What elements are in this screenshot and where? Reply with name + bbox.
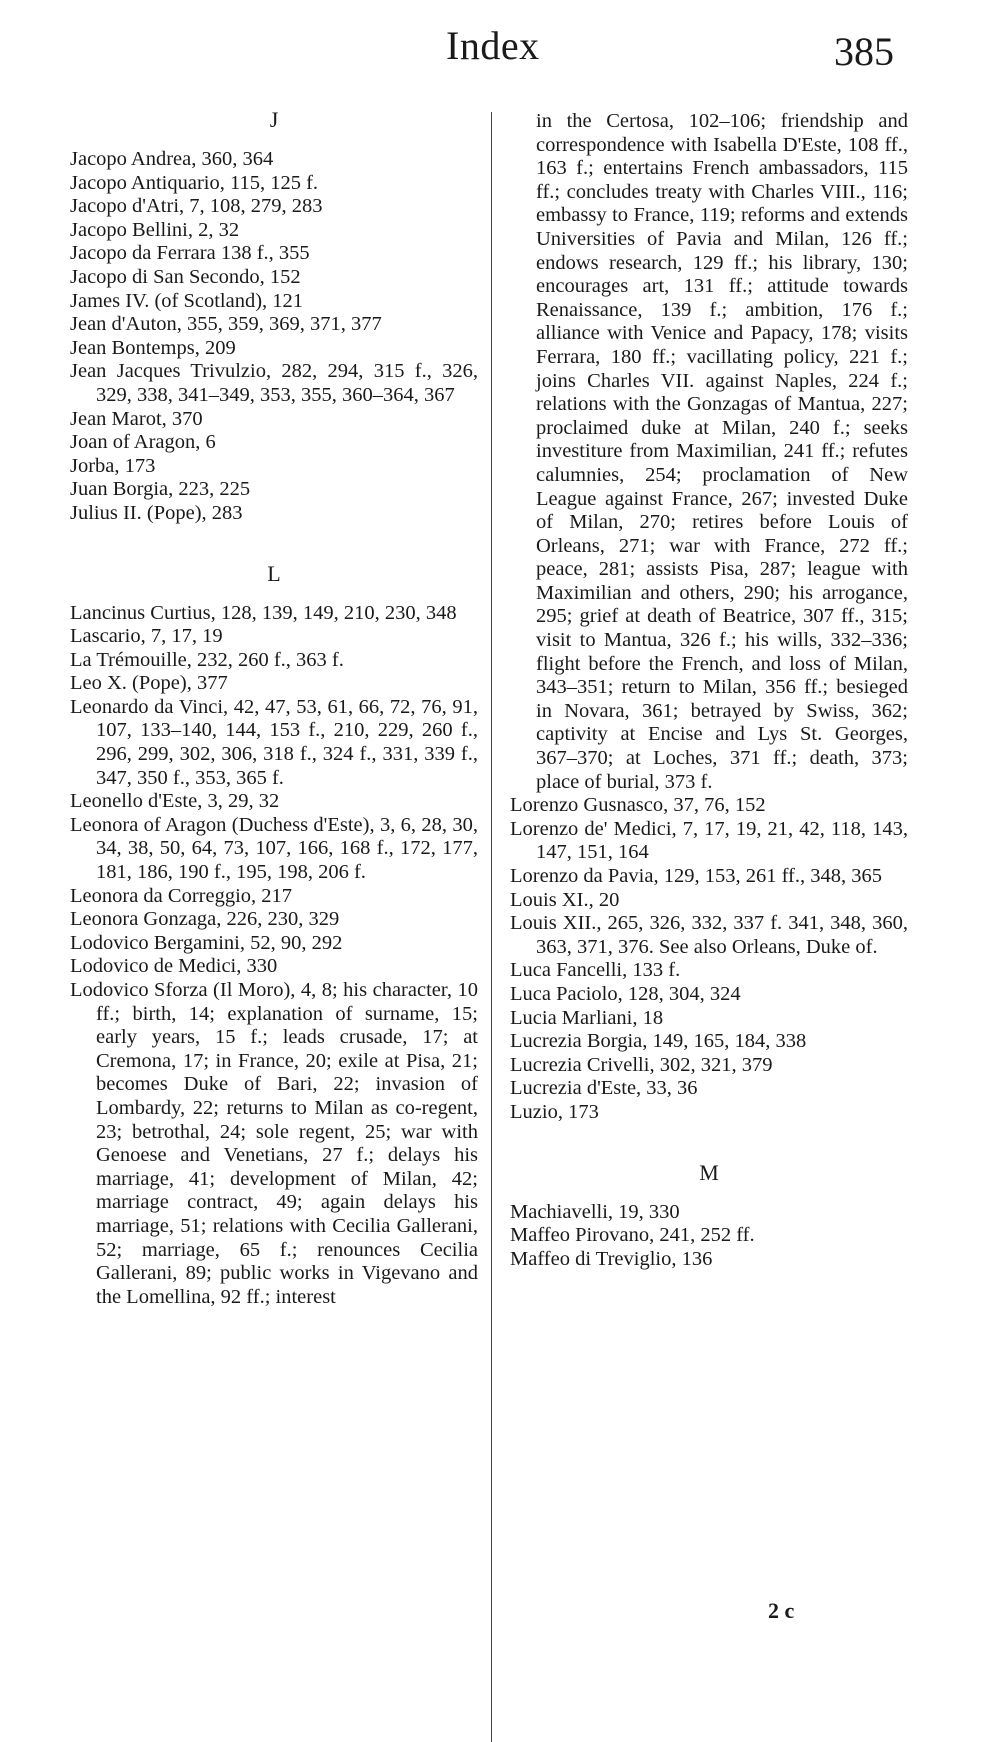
page-title: Index bbox=[446, 23, 540, 68]
index-entry: Leonello d'Este, 3, 29, 32 bbox=[70, 790, 280, 813]
index-entry: Jean Jacques Trivulzio, 282, 294, 315 f., 326, 329, 338, 341–349, 353, 355, 360–364, 367 bbox=[70, 360, 478, 406]
index-entry: Lorenzo de' Medici, 7, 17, 19, 21, 42, 118, 143, 147, 151, 164 bbox=[510, 817, 908, 864]
index-entry: Louis XI., 20 bbox=[510, 888, 620, 911]
index-entry: Lancinus Curtius, 128, 139, 149, 210, 230, 348 bbox=[70, 601, 457, 624]
section-letter-m: M bbox=[699, 1159, 719, 1185]
index-entry: Luca Fancelli, 133 f. bbox=[510, 959, 681, 982]
index-entry: Jacopo d'Atri, 7, 108, 279, 283 bbox=[70, 195, 323, 218]
index-entry: Lucrezia Borgia, 149, 165, 184, 338 bbox=[510, 1030, 807, 1053]
index-entry: Leo X. (Pope), 377 bbox=[70, 672, 228, 695]
index-entry: Jorba, 173 bbox=[70, 454, 156, 477]
signature-mark: 2 c bbox=[768, 1598, 795, 1623]
index-entry: Leonora of Aragon (Duchess d'Este), 3, 6, 28, 30, 34, 38, 50, 64, 73, 107, 166, 168 f., 172, 177, 181, 186, 190 f., 195, 198, 206 f. bbox=[70, 813, 478, 884]
index-entry: Joan of Aragon, 6 bbox=[70, 431, 216, 454]
index-entry: Leonora da Correggio, 217 bbox=[70, 884, 293, 907]
index-entry: Julius II. (Pope), 283 bbox=[70, 501, 243, 524]
index-entry-continuation: in the Certosa, 102–106; friendship and correspondence with Isabella D'Este, 108 ff., 163 f.; entertains French ambassadors, 115 ff.; concludes treaty with Charles VIII., 116; embassy to France, 119; reforms and extends Universities of Pavia and Milan, 126 ff.; endows research, 129 ff.; his library, 130; encourages art, 131 ff.; attitude towards Renaissance, 139 f.; ambition, 176 f.; alliance with Venice and Papacy, 178; visits Ferrara, 180 ff.; vacillating policy, 221 f.; joins Charles VII. against Naples, 224 f.; relations with the Gonzagas of Mantua, 227; proclaimed duke at Milan, 240 f.; seeks investiture from Maximilian, 241 ff.; refutes calumnies, 254; proclamation of New League against France, 267; invested Duke of Milan, 270; retires before Louis of Orleans, 271; war with France, 272 ff.; peace, 281; assists Pisa, 287; league with Maximilian and others, 290; his arrogance, 295; grief at death of Beatrice, 307 ff., 315; visit to Mantua, 326 f.; his wills, 332–336; flight before the French, and loss of Milan, 343–351; return to Milan, 356 ff.; besieged in Novara, 361; betrayed by Swiss, 362; captivity at Encise and Lys St. Georges, 367–370; at Loches, 371 ff.; death, 373; place of burial, 373 f. bbox=[536, 110, 908, 793]
index-entry: Lucrezia d'Este, 33, 36 bbox=[510, 1077, 698, 1100]
right-column bbox=[510, 110, 908, 1271]
index-entry: Lucia Marliani, 18 bbox=[510, 1006, 664, 1029]
index-entry: Lorenzo Gusnasco, 37, 76, 152 bbox=[510, 794, 766, 817]
index-entry: Jean Marot, 370 bbox=[70, 407, 203, 430]
index-entry: James IV. (of Scotland), 121 bbox=[70, 289, 304, 312]
index-entry: Luzio, 173 bbox=[510, 1100, 599, 1123]
index-entry: Louis XII., 265, 326, 332, 337 f. 341, 348, 360, 363, 371, 376. See also Orleans, Duke of. bbox=[510, 912, 908, 958]
index-entry: Jacopo Andrea, 360, 364 bbox=[70, 148, 274, 170]
index-entry: La Trémouille, 232, 260 f., 363 f. bbox=[70, 648, 344, 671]
index-entry: Juan Borgia, 223, 225 bbox=[70, 478, 251, 501]
index-entry: Maffeo di Treviglio, 136 bbox=[510, 1247, 713, 1270]
index-entry: Lodovico de Medici, 330 bbox=[70, 955, 278, 978]
section-letter-l: L bbox=[267, 560, 281, 586]
left-column bbox=[70, 108, 478, 1309]
index-entry: Jacopo Antiquario, 115, 125 f. bbox=[70, 171, 319, 194]
section-letter-j: J bbox=[269, 107, 279, 132]
column-divider bbox=[491, 112, 492, 1742]
index-entry: Leonardo da Vinci, 42, 47, 53, 61, 66, 72, 76, 91, 107, 133–140, 144, 153 f., 210, 229, 260 f., 296, 299, 302, 306, 318 f., 324 f., 331, 339 f., 347, 350 f., 353, 365 f. bbox=[70, 695, 478, 789]
index-entry: Lodovico Sforza (Il Moro), 4, 8; his character, 10 ff.; birth, 14; explanation of surname, 15; early years, 15 f.; leads crusade, 17; at Cremona, 17; in France, 20; exile at Pisa, 21; becomes Duke of Bari, 22; invasion of Lombardy, 22; returns to Milan as co-regent, 23; betrothal, 24; sole regent, 25; war with Genoese and Venetians, 27 f.; delays his marriage, 41; development of Milan, 42; marriage contract, 49; again delays his marriage, 51; relations with Cecilia Gallerani, 52; marriage, 65 f.; renounces Cecilia Gallerani, 89; public works in Vigevano and the Lomellina, 92 ff.; interest bbox=[70, 979, 478, 1308]
index-entry: Jacopo da Ferrara 138 f., 355 bbox=[70, 242, 310, 265]
index-entry: Lascario, 7, 17, 19 bbox=[70, 625, 223, 648]
page-number: 385 bbox=[834, 29, 894, 74]
index-entry: Jacopo Bellini, 2, 32 bbox=[70, 218, 240, 241]
index-entry: Luca Paciolo, 128, 304, 324 bbox=[510, 982, 741, 1005]
index-entry: Jacopo di San Secondo, 152 bbox=[70, 265, 301, 288]
index-entry: Lodovico Bergamini, 52, 90, 292 bbox=[70, 931, 343, 954]
index-entry: Machiavelli, 19, 330 bbox=[510, 1200, 680, 1223]
index-entry: Maffeo Pirovano, 241, 252 ff. bbox=[510, 1224, 755, 1247]
section-gap bbox=[510, 1125, 908, 1161]
section-gap bbox=[70, 526, 478, 562]
index-entry: Lorenzo da Pavia, 129, 153, 261 ff., 348, 365 bbox=[510, 865, 882, 887]
index-entry: Jean Bontemps, 209 bbox=[70, 336, 236, 359]
index-entry: Lucrezia Crivelli, 302, 321, 379 bbox=[510, 1053, 773, 1076]
index-entry: Leonora Gonzaga, 226, 230, 329 bbox=[70, 908, 340, 931]
index-entry: Jean d'Auton, 355, 359, 369, 371, 377 bbox=[70, 313, 382, 336]
